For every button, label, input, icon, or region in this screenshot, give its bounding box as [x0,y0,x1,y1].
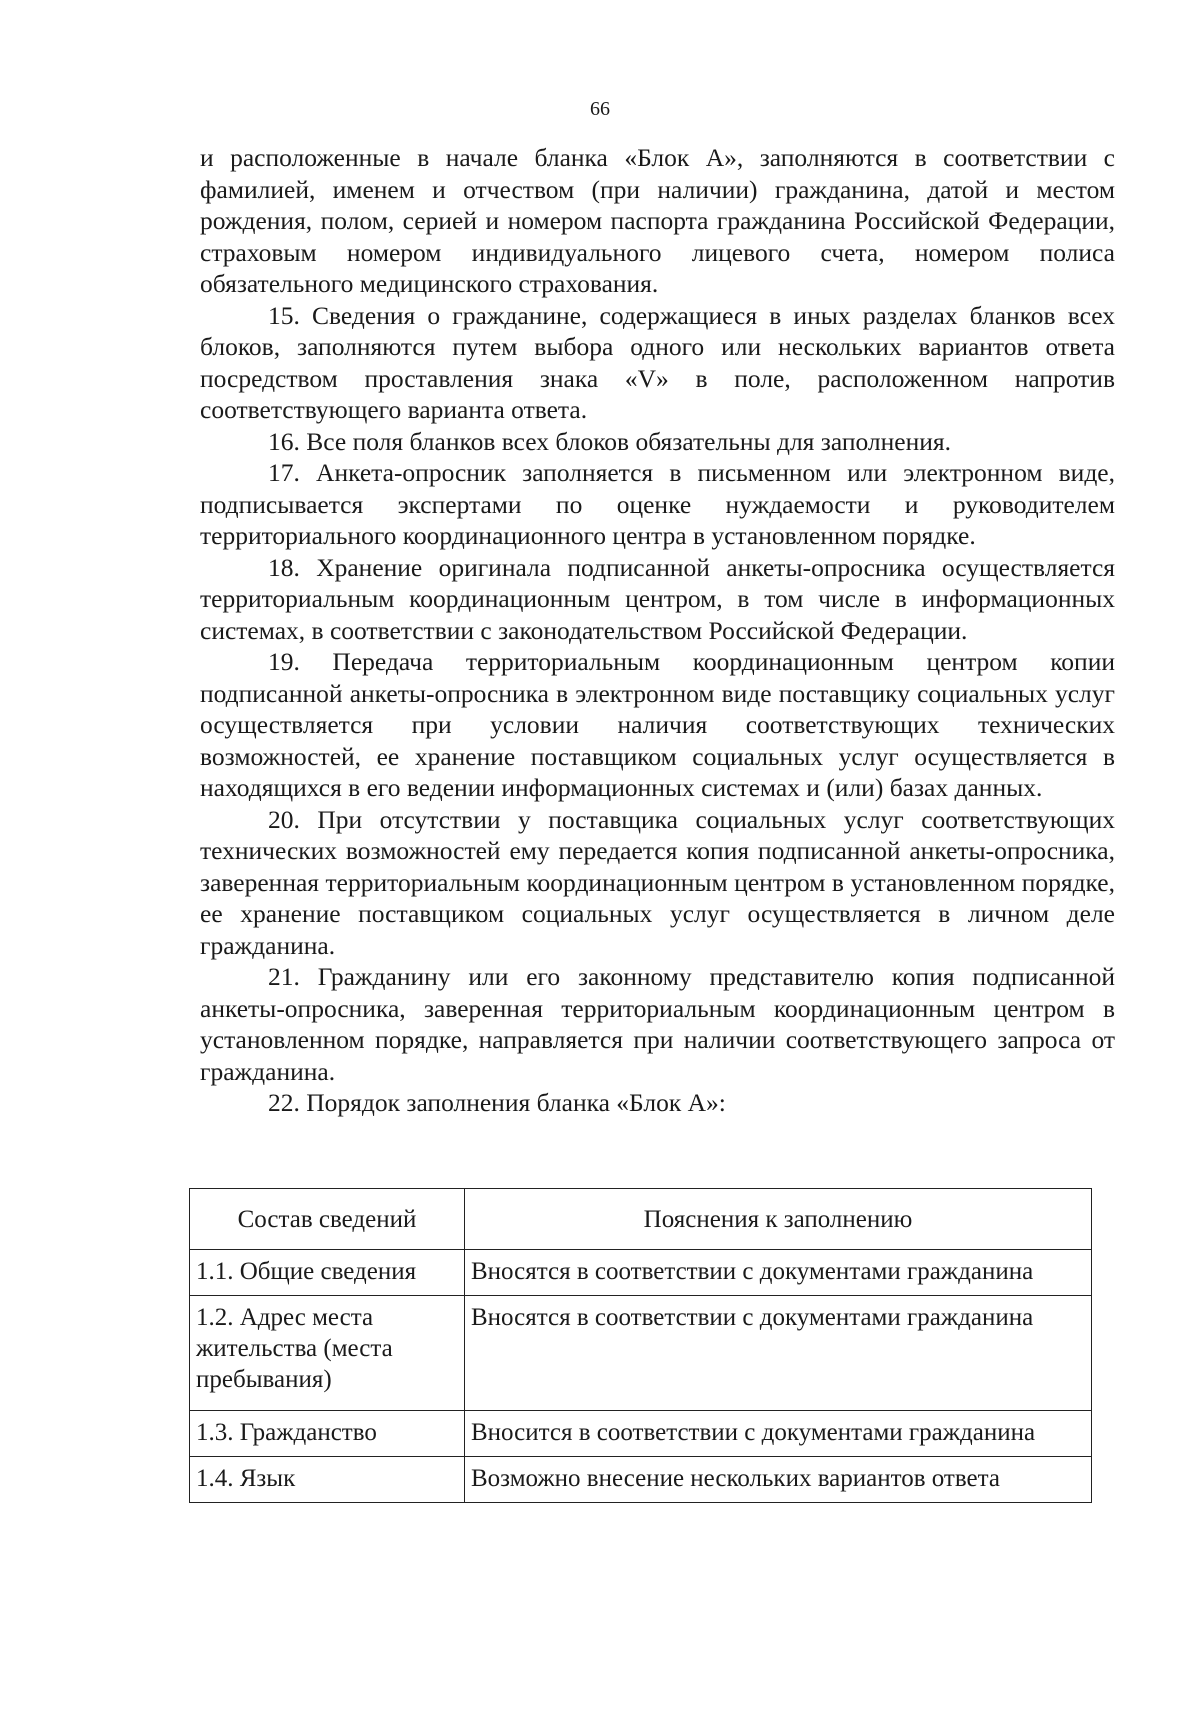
paragraph-22: 22. Порядок заполнения бланка «Блок А»: [268,1088,726,1117]
paragraph-15: 15. Сведения о гражданине, содержащиеся в иных разделах бланков всех блоков, заполняются путем выбора одного или нескольких вариантов ответа посредством проставления знака «V» в поле, расположенном напротив соответствующего варианта ответа. [200,300,1115,424]
table-cell: Вносятся в соответствии с документами гражданина [465,1250,1092,1296]
paragraph-18: 18. Хранение оригинала подписанной анкеты-опросника осуществляется территориальным координационным центром, в том числе в информационных системах, в соответствии с законодательством Российской Федерации. [200,552,1115,645]
paragraph-19: 19. Передача территориальным координационным центром копии подписанной анкеты-опросника в электронном виде поставщику социальных услуг осуществляется при условии наличия соответствующих технических возможностей, ее хранение поставщиком социальных услуг осуществляется в находящихся в его ведении информационных системах и (или) базах данных. [200,647,1115,802]
paragraph-20: 20. При отсутствии у поставщика социальных услуг соответствующих технических возможностей ему передается копия подписанной анкеты-опросника, заверенная территориальным координационным центром в установленном порядке, ее хранение поставщиком социальных услуг осуществляется в личном деле гражданина. [200,804,1115,960]
table-cell: 1.4. Язык [190,1457,465,1503]
page-number: 66 [590,98,610,120]
table-header-cell: Пояснения к заполнению [465,1189,1092,1250]
table-row [190,1250,1092,1296]
table-cell: 1.3. Гражданство [190,1411,465,1457]
paragraph-continuation: и расположенные в начале бланка «Блок А», заполняются в соответствии с фамилией, именем и отчеством (при наличии) гражданина, датой и местом рождения, полом, серией и номером паспорта гражданина Российской Федерации, страховым номером индивидуального лицевого счета, номером полиса обязательного медицинского страхования. [200,143,1115,298]
table-cell: Возможно внесение нескольких вариантов ответа [465,1457,1092,1503]
table-header-row [190,1189,1092,1250]
body-text [200,142,1115,1119]
block-a-table [189,1188,1092,1503]
table-header-cell: Состав сведений [190,1189,465,1250]
table-row [190,1411,1092,1457]
paragraph-21: 21. Гражданину или его законному представителю копия подписанной анкеты-опросника, заверенная территориальным координационным центром в установленном порядке, направляется при наличии соответствующего запроса от гражданина. [200,962,1115,1086]
table-cell: Вносится в соответствии с документами гражданина [465,1411,1092,1457]
table-cell: 1.2. Адрес места жительства (места пребывания) [190,1296,465,1411]
paragraph-16: 16. Все поля бланков всех блоков обязательны для заполнения. [268,426,951,456]
paragraph-17: 17. Анкета-опросник заполняется в письменном или электронном виде, подписывается экспертами по оценке нуждаемости и руководителем территориального координационного центра в установленном порядке. [200,458,1115,550]
table-cell: Вносятся в соответствии с документами гражданина [465,1296,1092,1411]
table-row [190,1457,1092,1503]
table-cell: 1.1. Общие сведения [190,1250,465,1296]
table-row [190,1296,1092,1411]
